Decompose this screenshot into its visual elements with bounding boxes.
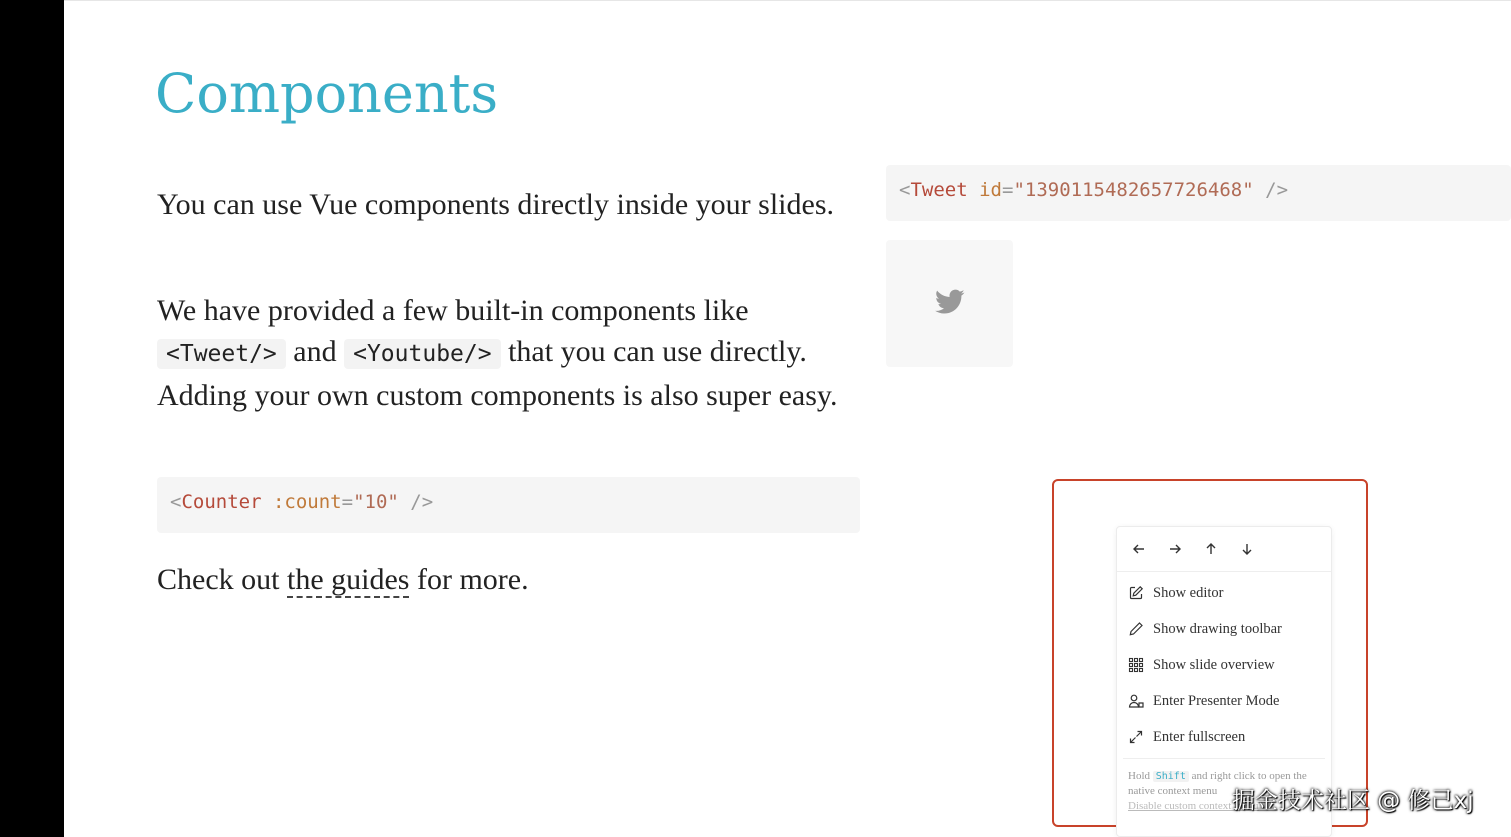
twitter-icon	[935, 289, 965, 319]
menu-item-show-editor[interactable]	[1127, 582, 1323, 604]
para3-text-after: for more.	[416, 563, 529, 596]
youtube-inline-code: <Youtube/>	[344, 339, 500, 369]
tweet-code-block	[886, 165, 1511, 221]
watermark: 掘金技术社区 @ 修己xj	[1232, 788, 1474, 814]
code-close-bracket: />	[1265, 179, 1289, 201]
hint-text: and right click to open the native context menu	[1128, 770, 1307, 797]
arrow-right-icon[interactable]	[1165, 539, 1185, 559]
menu-item-show-slide-overview[interactable]	[1127, 654, 1323, 676]
code-close-bracket: />	[410, 491, 434, 513]
para2-text-after: that you can use directly. Adding your own custom components is also super easy.	[157, 335, 838, 412]
disable-context-menu-link[interactable]: Disable custom context menu	[1128, 800, 1259, 812]
tweet-inline-code: <Tweet/>	[157, 339, 286, 369]
code-equals: =	[1002, 179, 1014, 201]
intro-paragraph: You can use Vue components directly inside your slides.	[157, 188, 835, 221]
menu-item-enter-presenter-mode[interactable]	[1127, 690, 1323, 712]
slide-title: Components	[155, 62, 499, 125]
code-open-bracket: <	[899, 179, 911, 201]
code-attr-value: "10"	[353, 491, 399, 513]
hint-hold: Hold	[1128, 770, 1150, 782]
code-equals: =	[341, 491, 354, 513]
menu-item-enter-fullscreen[interactable]	[1127, 726, 1323, 748]
menu-item-label: Show editor	[1153, 584, 1224, 601]
guides-paragraph	[157, 560, 857, 600]
presentation-left-bar	[0, 0, 64, 837]
code-attr-name: :count	[272, 491, 342, 513]
code-open-bracket: <	[170, 491, 182, 513]
arrow-left-icon[interactable]	[1129, 539, 1149, 559]
top-border	[64, 0, 1511, 1]
menu-item-label: Show slide overview	[1153, 656, 1275, 673]
arrow-up-icon[interactable]	[1201, 539, 1221, 559]
para3-text-before: Check out	[157, 563, 280, 596]
pen-icon	[1127, 620, 1145, 638]
menu-item-label: Enter Presenter Mode	[1153, 692, 1280, 709]
counter-code-block	[157, 477, 860, 533]
menu-divider	[1123, 758, 1325, 759]
tweet-embed-placeholder[interactable]	[886, 240, 1013, 367]
menu-item-show-drawing-toolbar[interactable]	[1127, 618, 1323, 640]
menu-item-label: Enter fullscreen	[1153, 728, 1246, 745]
code-attr-value: "1390115482657726468"	[1013, 179, 1254, 201]
grid-icon	[1127, 656, 1145, 674]
builtin-components-paragraph	[157, 290, 857, 416]
presenter-icon	[1127, 692, 1145, 710]
code-tag-name: Counter	[181, 491, 262, 513]
guides-link[interactable]: the guides	[286, 563, 410, 596]
code-attr-name: id	[979, 179, 1002, 201]
menu-nav-row	[1117, 527, 1331, 572]
edit-icon	[1127, 584, 1145, 602]
arrow-down-icon[interactable]	[1237, 539, 1257, 559]
para2-text-before: We have provided a few built-in components like	[157, 294, 749, 327]
code-tag-name: Tweet	[910, 179, 968, 201]
fullscreen-icon	[1127, 728, 1145, 746]
para2-and: and	[293, 335, 337, 368]
shift-key-badge: Shift	[1153, 771, 1189, 782]
menu-item-label: Show drawing toolbar	[1153, 620, 1282, 637]
